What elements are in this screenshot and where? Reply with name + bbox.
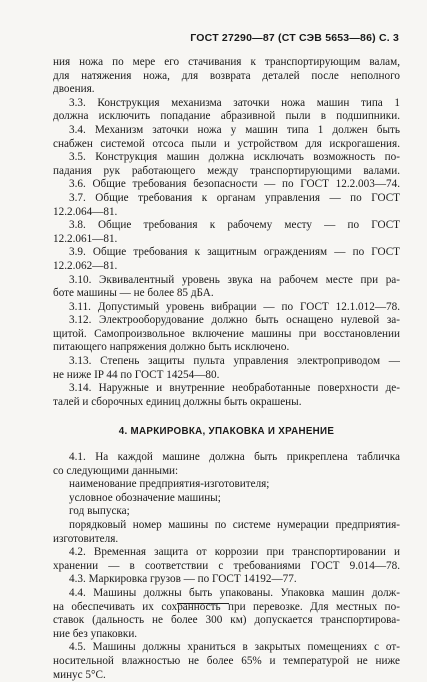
text-line: год выпуска; [69,505,130,518]
text-line: наименование предприятия-изготовителя; [69,478,270,491]
text-line: порядковый номер машины по системе нумерации предприятия- [69,519,400,531]
text-line: 3.4. Механизм заточки ножа у машин типа 1 должен быть [69,123,400,136]
text-line: хранении — в соответствии с требованиями ГОСТ 9.014—78. [53,559,400,572]
spacer [53,439,400,451]
text-line: 12.2.061—81. [53,232,118,245]
text-line: 4.3. Маркировка грузов — по ГОСТ 14192—77. [69,573,297,586]
spacer [53,409,400,425]
text-line: 3.9. Общие требования к защитным ограждениям — по ГОСТ [69,246,400,259]
text-line: минус 5°С. [53,668,106,681]
text-line: ния ножа по мере его стачивания к транспортирующим валам, [53,56,400,68]
text-line: ние без упаковки. [53,627,138,640]
text-line: для натяжения ножа, для возврата деталей после неполного [53,69,400,82]
text-line: 4.4. Машины должны быть упакованы. Упаковка машин долж- [69,586,400,599]
document-body [53,56,400,682]
text-line: 3.5. Конструкция машин должна исключать возможность по- [69,151,400,164]
section-3-text [53,56,400,409]
text-line: ставок (дальность не более 300 км) допускается транспортирова- [53,614,400,627]
text-line: должна исключить попадание абразивной пыли в подшипники. [53,110,400,123]
text-line: 3.13. Степень защиты пульта управления электроприводом — [69,355,400,368]
text-line: щитой. Самопроизвольное включение машины при восстановлении [53,327,400,340]
text-line: двоения. [53,83,95,96]
section-4-heading: 4. МАРКИРОВКА, УПАКОВКА И ХРАНЕНИЕ [118,426,335,438]
text-line: 12.2.064—81. [53,205,118,218]
text-line: изготовителя. [53,532,119,545]
text-line: 4.2. Временная защита от коррозии при транспортировании и [69,546,400,559]
text-line: 3.3. Конструкция механизма заточки ножа машин типа 1 [69,96,400,109]
text-line: 3.10. Эквивалентный уровень звука на рабочем месте при ра- [69,273,400,286]
text-line: 12.2.062—81. [53,259,118,272]
text-line: носительной влажностью не более 65% и температурой не ниже [53,654,400,667]
text-line: питающего напряжения должно быть исключено. [53,341,290,354]
text-line: 3.8. Общие требования к рабочему месту — по ГОСТ [69,219,400,232]
text-line: 4.1. На каждой машине должна быть прикреплена табличка [69,451,400,464]
text-line: падания рук работающего между транспортирующими валами. [53,164,400,177]
page-header: ГОСТ 27290—87 (СТ СЭВ 5653—86) С. 3 [190,32,399,44]
text-line: не ниже IP 44 по ГОСТ 14254—80. [53,368,220,381]
text-line: со следующими данными: [53,464,179,477]
end-rule [177,603,229,604]
text-line: 4.5. Машины должны храниться в закрытых помещениях с от- [69,641,400,654]
text-line: 3.11. Допустимый уровень вибрации — по ГОСТ 12.1.012—78. [69,300,400,313]
text-line: на обеспечивать их сохранность при перевозке. Для местных по- [53,600,400,613]
text-line: условное обозначение машины; [69,491,221,504]
text-line: боте машины — не более 85 дБА. [53,287,214,300]
text-line: 3.7. Общие требования к органам управления — по ГОСТ [69,191,400,204]
text-line: снабжен системой отсоса пыли и устройством для искрогашения. [53,137,400,150]
text-line: 3.12. Электрооборудование должно быть оснащено нулевой за- [69,314,400,327]
text-line: 3.6. Общие требования безопасности — по ГОСТ 12.2.003—74. [69,178,400,191]
text-line: 3.14. Наружные и внутренние необработанные поверхности де- [69,382,400,395]
text-line: талей и сборочных единиц должны быть окрашены. [53,395,302,408]
section-4-text [53,451,400,682]
